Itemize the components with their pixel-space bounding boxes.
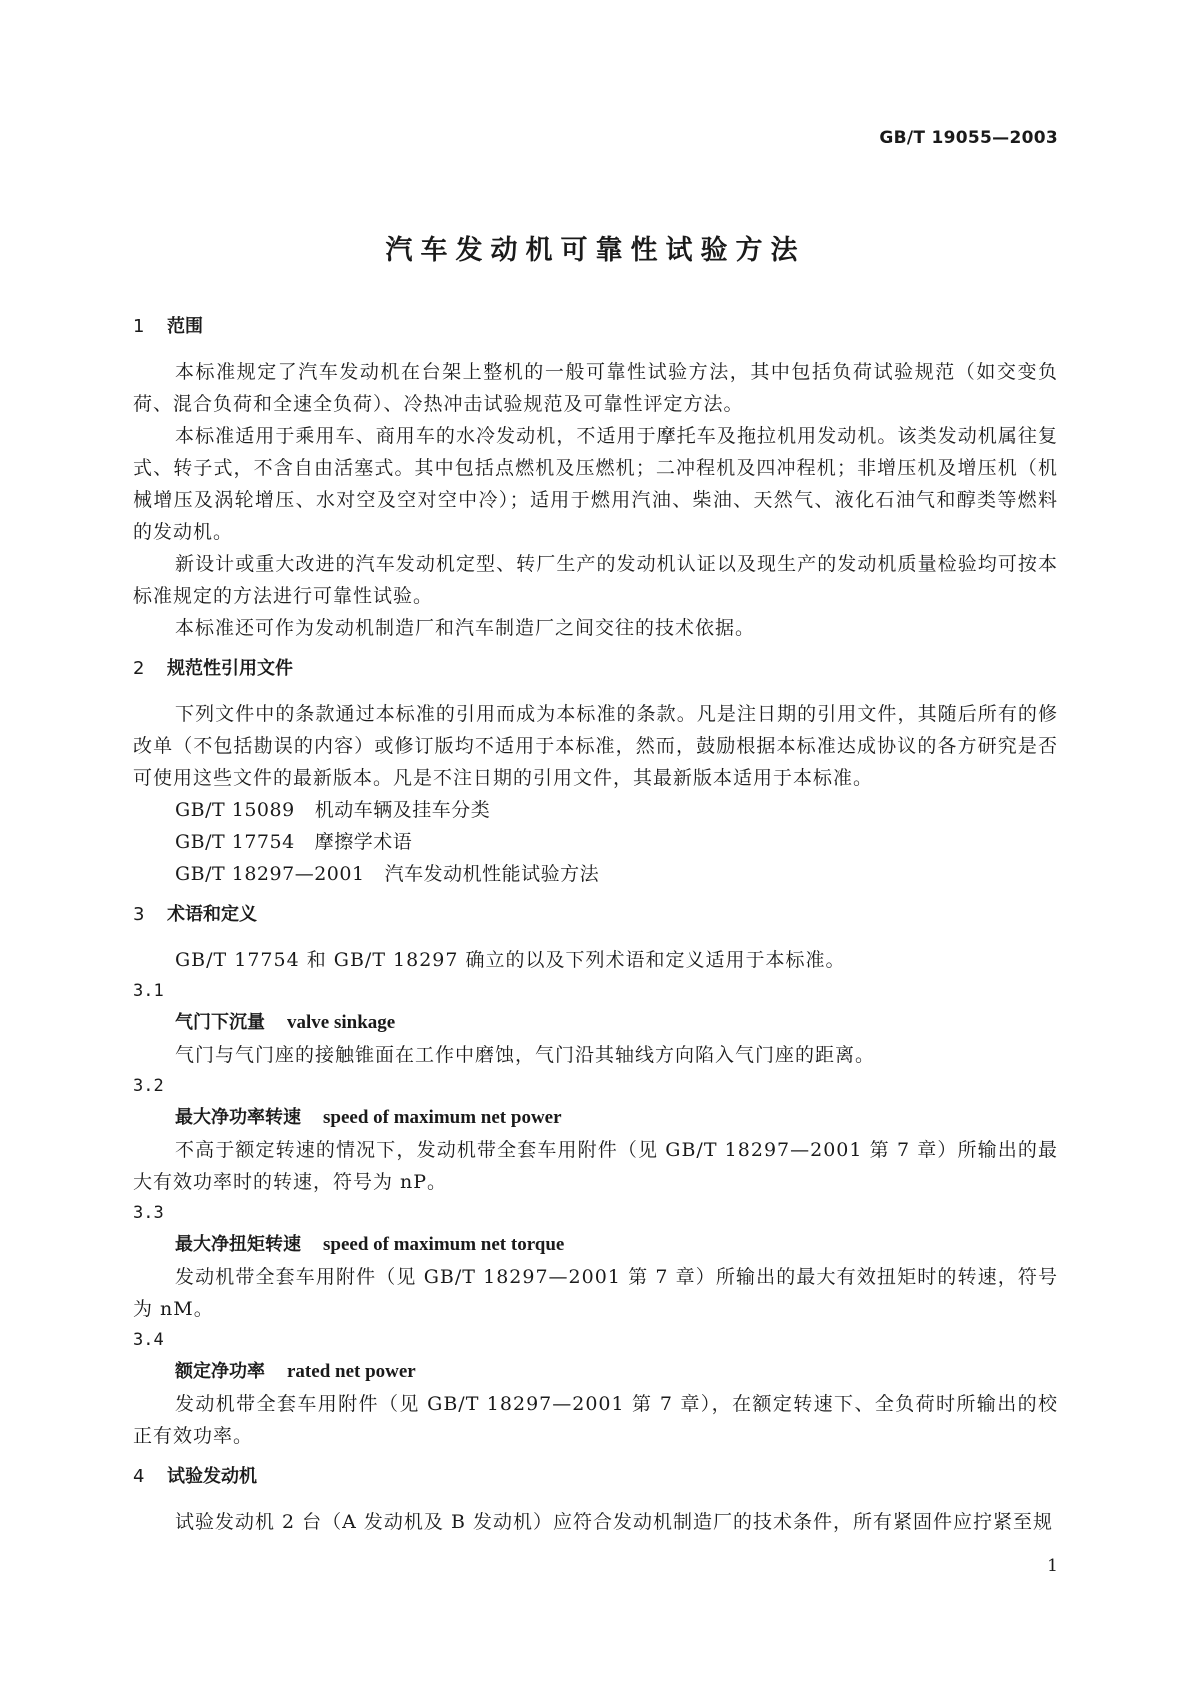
term-number: 3.4 <box>133 1330 164 1350</box>
paragraph: GB/T 17754 和 GB/T 18297 确立的以及下列术语和定义适用于本标准。 <box>175 949 846 971</box>
reference-item: GB/T 15089 机动车辆及挂车分类 <box>175 799 491 821</box>
paragraph: 下列文件中的条款通过本标准的引用而成为本标准的条款。凡是注日期的引用文件，其随后所有的修改单（不包括勘误的内容）或修订版均不适用于本标准，然而，鼓励根据本标准达成协议的各方研究是否可使用这些文件的最新版本。凡是不注日期的引用文件，其最新版本适用于本标准。 <box>133 703 1058 789</box>
term-number: 3.2 <box>133 1076 164 1096</box>
term-title: 气门下沉量 valve sinkage <box>175 1012 396 1033</box>
section-heading-1: 1 范围 <box>133 316 203 337</box>
term-definition: 发动机带全套车用附件（见 GB/T 18297—2001 第 7 章）所输出的最大有效扭矩时的转速，符号为 nM。 <box>133 1266 1058 1320</box>
paragraph: 试验发动机 2 台（A 发动机及 B 发动机）应符合发动机制造厂的技术条件，所有紧固件应拧紧至规 <box>175 1511 1053 1533</box>
term-title: 额定净功率 rated net power <box>175 1361 416 1382</box>
document-body <box>133 312 1058 1538</box>
page-number: 1 <box>1047 1556 1058 1576</box>
term-title: 最大净功率转速 speed of maximum net power <box>175 1107 562 1128</box>
term-number: 3.1 <box>133 981 164 1001</box>
section-heading-2: 2 规范性引用文件 <box>133 658 293 679</box>
standard-code: GB/T 19055—2003 <box>879 128 1058 148</box>
term-definition: 气门与气门座的接触锥面在工作中磨蚀，气门沿其轴线方向陷入气门座的距离。 <box>175 1044 876 1066</box>
reference-item: GB/T 17754 摩擦学术语 <box>175 831 413 853</box>
term-number: 3.3 <box>133 1203 164 1223</box>
paragraph: 本标准还可作为发动机制造厂和汽车制造厂之间交往的技术依据。 <box>175 617 756 639</box>
section-heading-4: 4 试验发动机 <box>133 1466 257 1487</box>
paragraph: 本标准适用于乘用车、商用车的水冷发动机，不适用于摩托车及拖拉机用发动机。该类发动机属往复式、转子式，不含自由活塞式。其中包括点燃机及压燃机；二冲程机及四冲程机；非增压机及增压机（机械增压及涡轮增压、水对空及空对空中冷）；适用于燃用汽油、柴油、天然气、液化石油气和醇类等燃料的发动机。 <box>133 425 1058 543</box>
term-definition: 不高于额定转速的情况下，发动机带全套车用附件（见 GB/T 18297—2001 第 7 章）所输出的最大有效功率时的转速，符号为 nP。 <box>133 1139 1058 1193</box>
term-definition: 发动机带全套车用附件（见 GB/T 18297—2001 第 7 章），在额定转速下、全负荷时所输出的校正有效功率。 <box>133 1393 1058 1447</box>
paragraph: 新设计或重大改进的汽车发动机定型、转厂生产的发动机认证以及现生产的发动机质量检验均可按本标准规定的方法进行可靠性试验。 <box>133 553 1058 607</box>
section-heading-3: 3 术语和定义 <box>133 904 257 925</box>
term-title: 最大净扭矩转速 speed of maximum net torque <box>175 1234 565 1255</box>
paragraph: 本标准规定了汽车发动机在台架上整机的一般可靠性试验方法，其中包括负荷试验规范（如交变负荷、混合负荷和全速全负荷）、冷热冲击试验规范及可靠性评定方法。 <box>133 361 1058 415</box>
reference-item: GB/T 18297—2001 汽车发动机性能试验方法 <box>175 863 600 885</box>
document-title: 汽车发动机可靠性试验方法 <box>385 235 806 266</box>
